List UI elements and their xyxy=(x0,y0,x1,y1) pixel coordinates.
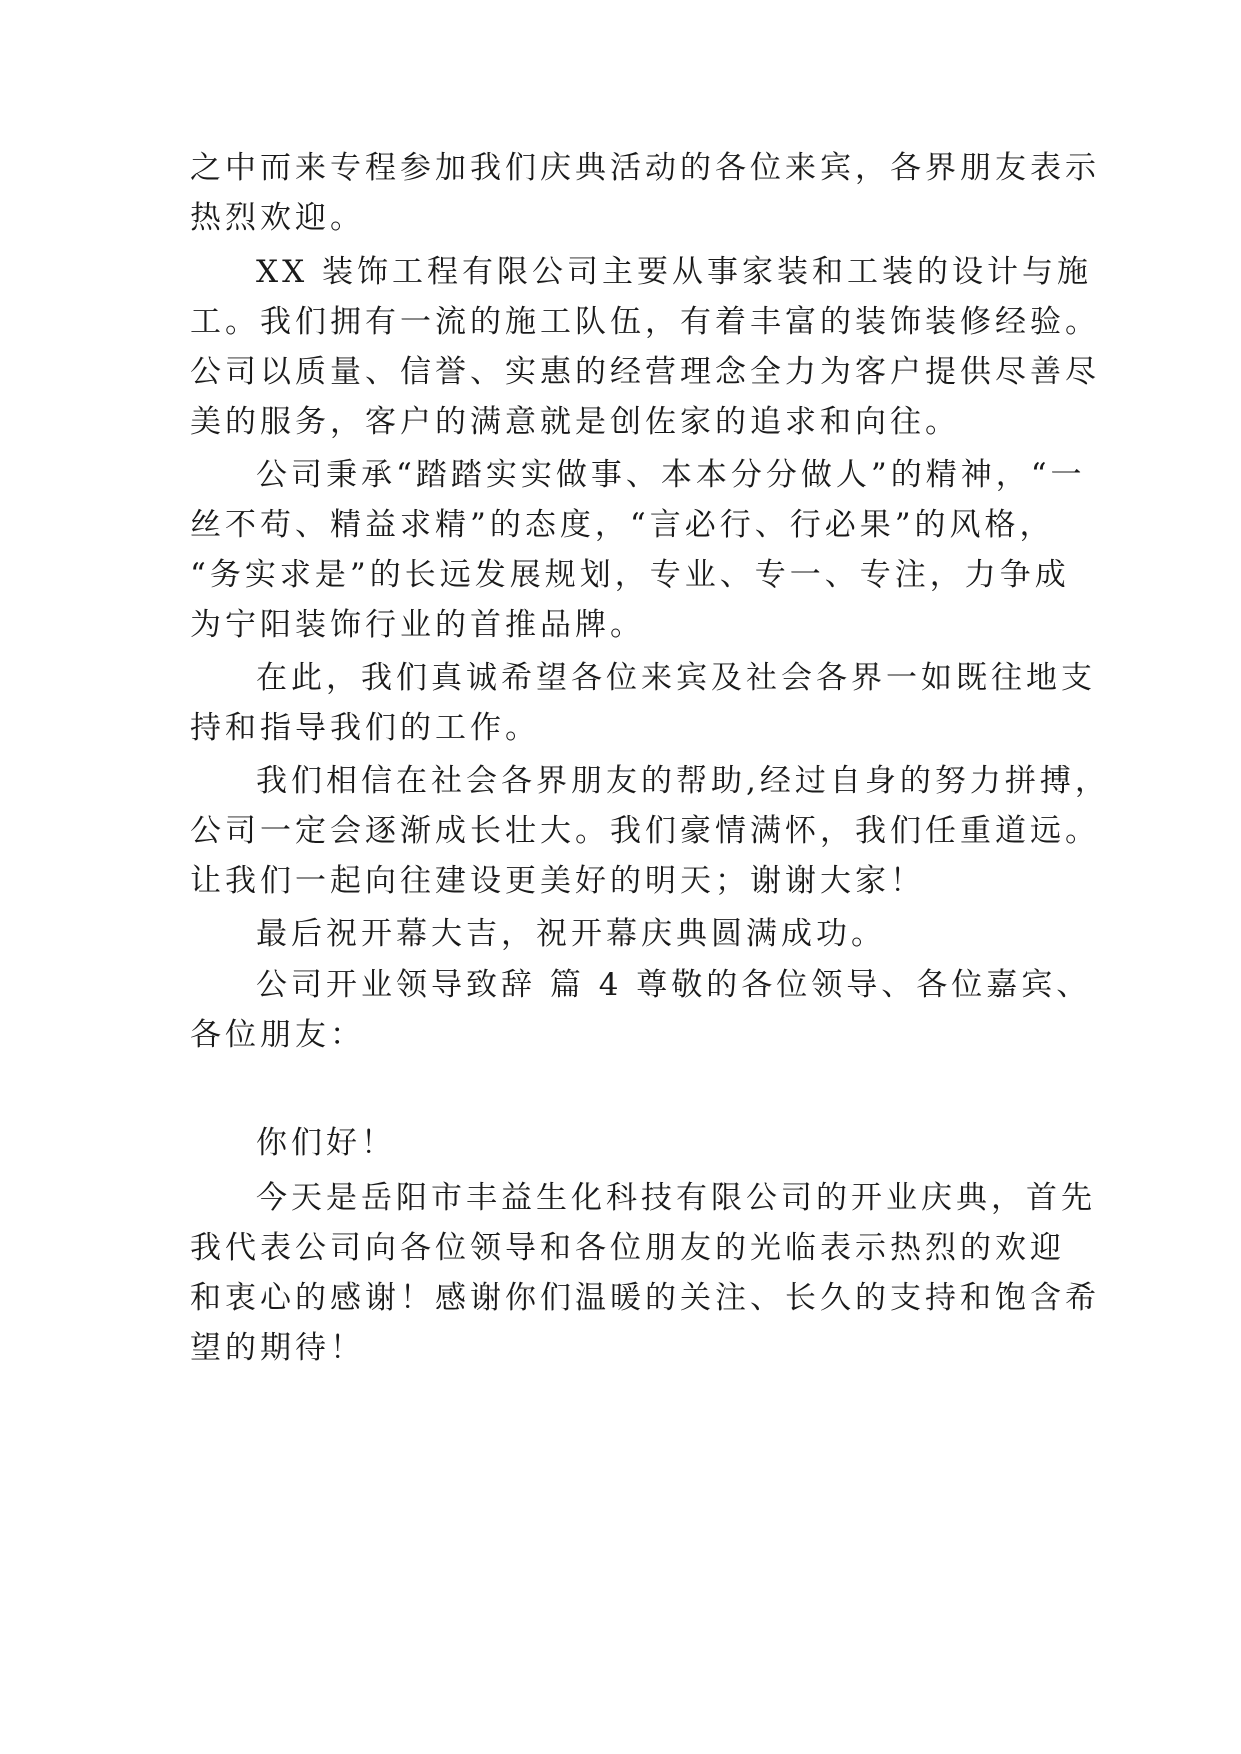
text-line: 工。我们拥有一流的施工队伍，有着丰富的装饰装修经验。 xyxy=(190,304,1100,340)
text-line: 和衷心的感谢！感谢你们温暖的关注、长久的支持和饱含希 xyxy=(190,1280,1100,1316)
text-line: 公司一定会逐渐成长壮大。我们豪情满怀，我们任重道远。 xyxy=(190,813,1100,849)
paragraph-start-line: 公司开业领导致辞 篇 4 尊敬的各位领导、各位嘉宾、 xyxy=(256,967,1092,1003)
text-line: 各位朋友： xyxy=(190,1017,365,1053)
text-line: 望的期待！ xyxy=(190,1330,365,1366)
paragraph-start-line: 在此，我们真诚希望各位来宾及社会各界一如既往地支 xyxy=(256,660,1096,696)
text-line: “务实求是”的长远发展规划，专业、专一、专注，力争成 xyxy=(190,557,1070,593)
text-line: 我代表公司向各位领导和各位朋友的光临表示热烈的欢迎 xyxy=(190,1230,1065,1266)
text-line: 持和指导我们的工作。 xyxy=(190,710,540,746)
text-line: 热烈欢迎。 xyxy=(190,200,365,236)
text-line: 之中而来专程参加我们庆典活动的各位来宾，各界朋友表示 xyxy=(190,150,1100,186)
paragraph-start-line: 今天是岳阳市丰益生化科技有限公司的开业庆典，首先 xyxy=(256,1180,1096,1216)
paragraph-start-line: 最后祝开幕大吉，祝开幕庆典圆满成功。 xyxy=(256,916,886,952)
text-line: 美的服务，客户的满意就是创佐家的追求和向往。 xyxy=(190,404,960,440)
greeting-line: 你们好！ xyxy=(256,1125,396,1161)
paragraph-start-line: XX 装饰工程有限公司主要从事家装和工装的设计与施 xyxy=(256,254,1092,290)
text-line: 丝不苟、精益求精”的态度，“言必行、行必果”的风格， xyxy=(190,507,1055,543)
paragraph-start-line: 我们相信在社会各界朋友的帮助,经过自身的努力拼搏， xyxy=(256,763,1110,799)
text-line: 为宁阳装饰行业的首推品牌。 xyxy=(190,607,645,643)
text-line: 公司以质量、信誉、实惠的经营理念全力为客户提供尽善尽 xyxy=(190,354,1100,390)
text-line: 让我们一起向往建设更美好的明天；谢谢大家！ xyxy=(190,863,925,899)
paragraph-start-line: 公司秉承“踏踏实实做事、本本分分做人”的精神，“一 xyxy=(256,457,1086,493)
